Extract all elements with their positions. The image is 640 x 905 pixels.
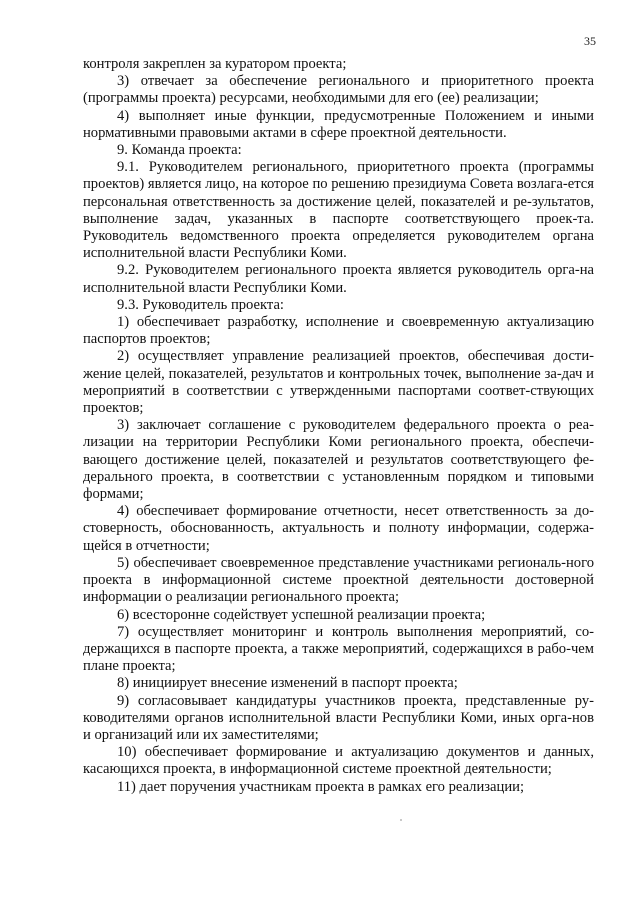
list-item-3: 3) заключает соглашение с руководителем федерального проекта о реа-лизации на территории Республики Коми регионального проекта, обеспечи-вающего достижение целей, показателей и результатов соответствующего фе-дерального проекта, в соответствии с установленным порядком и типовыми формами; [83,417,594,503]
list-item-6: 6) всесторонне содействует успешной реализации проекта; [117,606,486,623]
list-item-7: 7) осуществляет мониторинг и контроль выполнения мероприятий, со-держащихся в паспорте проекта, а также мероприятий, содержащихся в рабо-чем плане проекта; [83,623,594,675]
list-item-5: 5) обеспечивает своевременное представление участниками региональ-ного проекта в информационной системе проектной деятельности достоверной информации о реализации регионального проекта; [83,554,594,606]
paragraph-continuation: контроля закреплен за куратором проекта; [83,56,347,72]
paragraph-item-3-resources: 3) отвечает за обеспечение регионального и приоритетного проекта (программы проекта) ресурсами, необходимыми для его (ее) реализации; [83,73,594,107]
list-item-2: 2) осуществляет управление реализацией проектов, обеспечивая дости-жение целей, показателей, результатов и контрольных точек, выполнение за-дач и мероприятий в соответствии с утвержденными паспортами соответ-ствующих проектов; [83,348,594,417]
paragraph-9-1: 9.1. Руководителем регионального, приоритетного проекта (программы проектов) является лицо, на которое по решению президиума Совета возлага-ется персональная ответственность за достижение целей, показателей и ре-зультатов, выполнение задач, указанных в паспорте соответствующего проек-та. Руководитель ведомственного проекта определяется руководителем органа исполнительной власти Республики Коми. [83,159,594,262]
list-item-9: 9) согласовывает кандидатуры участников проекта, представленные ру-ководителями органов исполнительной власти Республики Коми, иных орга-нов и организаций или их заместителями; [83,692,594,743]
list-item-4: 4) обеспечивает формирование отчетности, несет ответственность за до-стоверность, обоснованность, актуальность и полноту информации, содержа-щейся в отчетности; [83,503,594,554]
list-item-11: 11) дает поручения участникам проекта в рамках его реализации; [117,778,524,795]
paragraph-9-3-heading: 9.3. Руководитель проекта: [117,296,284,313]
list-item-1: 1) обеспечивает разработку, исполнение и своевременную актуализацию паспортов проектов; [83,314,594,348]
document-body [83,56,594,796]
paragraph-item-4-other-functions: 4) выполняет иные функции, предусмотренные Положением и иными нормативными правовыми актами в сфере проектной деятельности. [83,107,594,141]
scan-speck [400,819,402,821]
page-number: 35 [584,34,596,48]
paragraph-9-2: 9.2. Руководителем регионального проекта является руководитель орга-на исполнительной власти Республики Коми. [83,262,594,296]
section-heading-project-team: 9. Команда проекта: [117,142,242,159]
list-item-10: 10) обеспечивает формирование и актуализацию документов и данных, касающихся проекта, в информационной системе проектной деятельности; [83,744,594,778]
list-item-8: 8) инициирует внесение изменений в паспорт проекта; [117,675,458,692]
